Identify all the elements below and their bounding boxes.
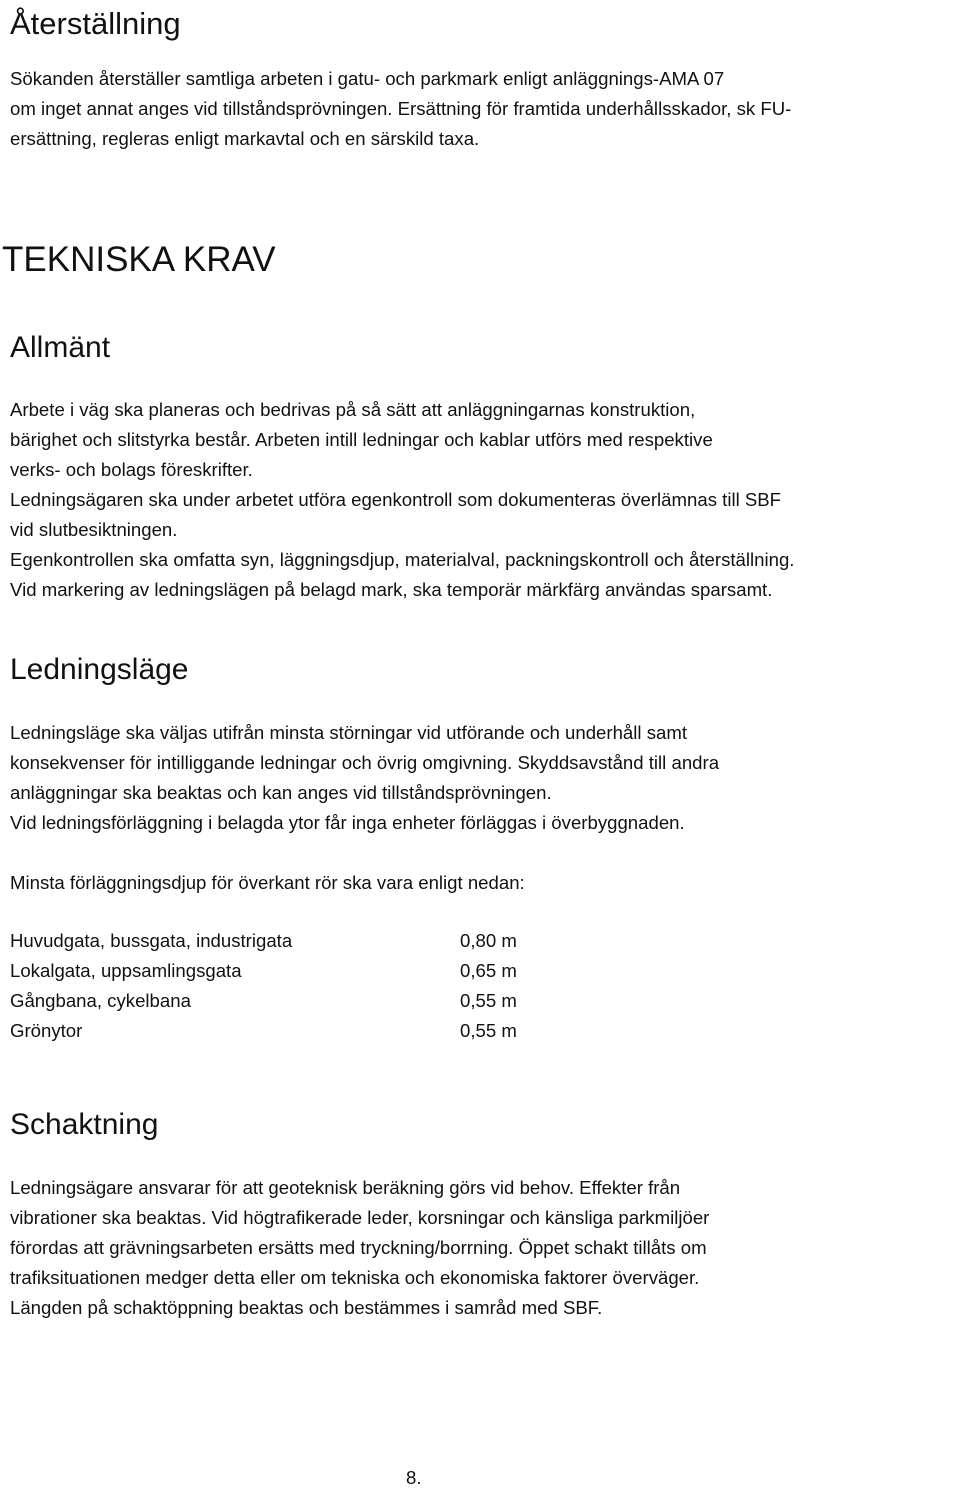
text-line: Ledningsägare ansvarar för att geoteknisk beräkning görs vid behov. Effekter från	[10, 1177, 681, 1198]
text-line: konsekvenser för intilliggande ledningar och övrig omgivning. Skyddsavstånd till andra	[10, 752, 720, 773]
general-heading: Allmänt	[10, 331, 111, 364]
depth-table	[10, 926, 517, 1046]
street-type-cell: Lokalgata, uppsamlingsgata	[10, 960, 242, 981]
street-type-cell: Huvudgata, bussgata, industrigata	[10, 930, 293, 951]
technical-requirements-heading: TEKNISKA KRAV	[2, 240, 276, 279]
text-line: Ledningsläge ska väljas utifrån minsta störningar vid utförande och underhåll samt	[10, 722, 687, 743]
depth-value-cell: 0,80 m	[460, 930, 517, 951]
text-line: Vid markering av ledningslägen på belagd mark, ska temporär märkfärg användas sparsamt.	[10, 579, 773, 600]
excavation-heading: Schaktning	[10, 1108, 159, 1141]
text-line: förordas att grävningsarbeten ersätts med tryckning/borrning. Öppet schakt tillåts om	[10, 1237, 707, 1258]
text-line: Egenkontrollen ska omfatta syn, läggningsdjup, materialval, packningskontroll och återställning.	[10, 549, 795, 570]
table-row	[10, 1016, 517, 1046]
depth-value-cell: 0,55 m	[460, 990, 517, 1011]
street-type-cell: Grönytor	[10, 1020, 83, 1041]
excavation-paragraph	[10, 1173, 709, 1323]
text-line: trafiksituationen medger detta eller om tekniska och ekonomiska faktorer överväger.	[10, 1267, 700, 1288]
text-line: verks- och bolags föreskrifter.	[10, 459, 253, 480]
text-line: anläggningar ska beaktas och kan anges vid tillståndsprövningen.	[10, 782, 552, 803]
street-type-cell: Gångbana, cykelbana	[10, 990, 191, 1011]
text-line: Vid ledningsförläggning i belagda ytor får inga enheter förläggas i överbyggnaden.	[10, 812, 685, 833]
text-line: vid slutbesiktningen.	[10, 519, 178, 540]
page-number: 8.	[406, 1467, 422, 1488]
depth-value-cell: 0,65 m	[460, 960, 517, 981]
text-line: bärighet och slitstyrka består. Arbeten intill ledningar och kablar utförs med respektive	[10, 429, 713, 450]
depth-intro: Minsta förläggningsdjup för överkant rör ska vara enligt nedan:	[10, 872, 525, 893]
placement-heading: Ledningsläge	[10, 653, 189, 686]
table-row	[10, 926, 517, 956]
depth-value-cell: 0,55 m	[460, 1020, 517, 1041]
restoration-heading: Återställning	[10, 6, 181, 41]
text-line: om inget annat anges vid tillståndsprövningen. Ersättning för framtida underhållsskador, sk FU-	[10, 98, 792, 119]
restoration-paragraph	[10, 64, 791, 154]
placement-paragraph	[10, 718, 719, 838]
text-line: vibrationer ska beaktas. Vid högtrafikerade leder, korsningar och känsliga parkmiljöer	[10, 1207, 710, 1228]
text-line: Ledningsägaren ska under arbetet utföra egenkontroll som dokumenteras överlämnas till SBF	[10, 489, 782, 510]
general-paragraph	[10, 395, 794, 605]
table-row	[10, 986, 517, 1016]
text-line: ersättning, regleras enligt markavtal och en särskild taxa.	[10, 128, 480, 149]
text-line: Arbete i väg ska planeras och bedrivas på så sätt att anläggningarnas konstruktion,	[10, 399, 696, 420]
text-line: Längden på schaktöppning beaktas och bestämmes i samråd med SBF.	[10, 1297, 603, 1318]
table-row	[10, 956, 517, 986]
text-line: Sökanden återställer samtliga arbeten i gatu- och parkmark enligt anläggnings-AMA 07	[10, 68, 725, 89]
